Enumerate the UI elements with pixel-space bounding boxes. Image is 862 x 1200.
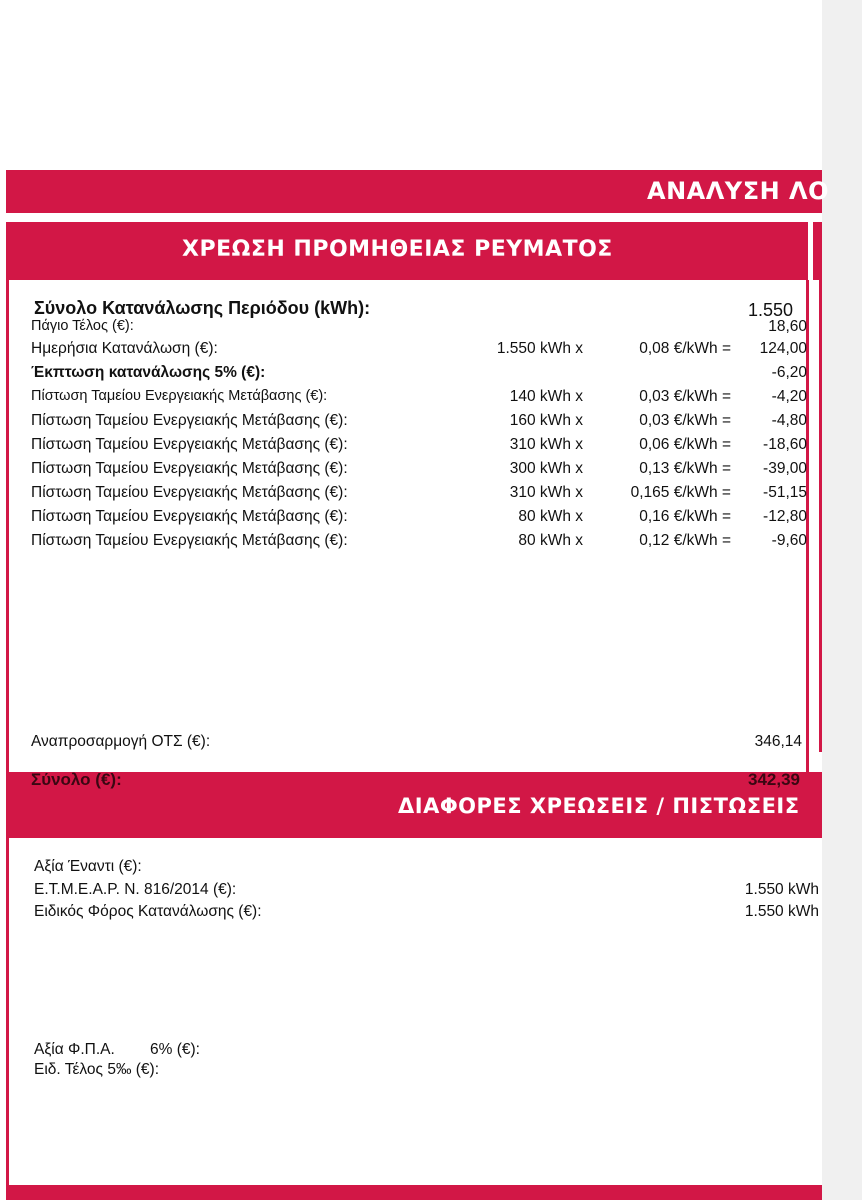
analysis-banner-title: ΑΝΑΛΥΣΗ ΛΟ [647, 177, 829, 205]
row-amount: -18,60 [763, 436, 807, 453]
special-fee-label: Ειδ. Τέλος 5‰ (€): [34, 1061, 160, 1078]
row-amount: -9,60 [771, 532, 807, 549]
vat-rate: 6% (€): [150, 1041, 200, 1058]
misc-row-label: Ειδικός Φόρος Κατανάλωσης (€): [34, 903, 262, 920]
row-amount: -51,15 [763, 484, 807, 501]
row-amount: -4,80 [771, 412, 807, 429]
row-amount: -6,20 [771, 364, 807, 381]
row-label: Πίστωση Ταμείου Ενεργειακής Μετάβασης (€): [31, 388, 328, 404]
row-label: Ημερήσια Κατανάλωση (€): [31, 340, 218, 357]
row-rate: 0,03 €/kWh = [639, 388, 731, 405]
total-consumption-value: 1.550 [748, 300, 794, 320]
supply-box-outer-border [819, 280, 822, 752]
row-amount: -12,80 [763, 508, 807, 525]
adjustment-label: Αναπροσαρμογή ΟΤΣ (€): [31, 733, 211, 750]
row-rate: 0,13 €/kWh = [639, 460, 731, 477]
misc-row-value: 1.550 kWh [744, 903, 819, 920]
row-amount: 18,60 [768, 318, 807, 335]
row-amount: -4,20 [771, 388, 807, 405]
row-qty: 310 kWh x [509, 436, 583, 453]
row-label: Πίστωση Ταμείου Ενεργειακής Μετάβασης (€): [31, 460, 348, 477]
row-qty: 80 kWh x [518, 532, 583, 549]
row-label: Πίστωση Ταμείου Ενεργειακής Μετάβασης (€): [31, 436, 348, 453]
supply-section-title: ΧΡΕΩΣΗ ΠΡΟΜΗΘΕΙΑΣ ΡΕΥΜΑΤΟΣ [182, 237, 613, 262]
row-qty: 160 kWh x [509, 412, 583, 429]
row-label: Πάγιο Τέλος (€): [31, 318, 134, 334]
row-amount: 124,00 [759, 340, 807, 357]
row-label: Πίστωση Ταμείου Ενεργειακής Μετάβασης (€): [31, 508, 348, 525]
supply-total-label: Σύνολο (€): [31, 770, 122, 789]
box-left-border [6, 280, 9, 1200]
row-qty: 310 kWh x [509, 484, 583, 501]
row-qty: 140 kWh x [509, 388, 583, 405]
row-amount: -39,00 [763, 460, 807, 477]
misc-row-label: Ε.Τ.Μ.Ε.Α.Ρ. Ν. 816/2014 (€): [34, 881, 237, 898]
adjustment-value: 346,14 [754, 733, 802, 750]
row-rate: 0,06 €/kWh = [639, 436, 731, 453]
row-label: Πίστωση Ταμείου Ενεργειακής Μετάβασης (€): [31, 484, 348, 501]
supply-total-value: 342,39 [748, 770, 800, 789]
row-rate: 0,08 €/kWh = [639, 340, 731, 357]
misc-section-title: ΔΙΑΦΟΡΕΣ ΧΡΕΩΣΕΙΣ / ΠΙΣΤΩΣΕΙΣ [398, 794, 800, 818]
row-rate: 0,16 €/kWh = [639, 508, 731, 525]
supply-section-header-right [813, 222, 822, 280]
row-rate: 0,165 €/kWh = [630, 484, 731, 501]
bottom-band [6, 1185, 822, 1200]
row-qty: 80 kWh x [518, 508, 583, 525]
total-consumption-label: Σύνολο Κατανάλωσης Περιόδου (kWh): [34, 298, 371, 318]
row-rate: 0,12 €/kWh = [639, 532, 731, 549]
row-label: Έκπτωση κατανάλωσης 5% (€): [31, 364, 266, 381]
row-qty: 300 kWh x [509, 460, 583, 477]
misc-row-value: 1.550 kWh [744, 881, 819, 898]
row-rate: 0,03 €/kWh = [639, 412, 731, 429]
vat-label: Αξία Φ.Π.Α. [34, 1041, 115, 1058]
row-label: Πίστωση Ταμείου Ενεργειακής Μετάβασης (€): [31, 412, 348, 429]
misc-row-label: Αξία Έναντι (€): [34, 858, 142, 875]
row-qty: 1.550 kWh x [496, 340, 583, 357]
row-label: Πίστωση Ταμείου Ενεργειακής Μετάβασης (€): [31, 532, 348, 549]
